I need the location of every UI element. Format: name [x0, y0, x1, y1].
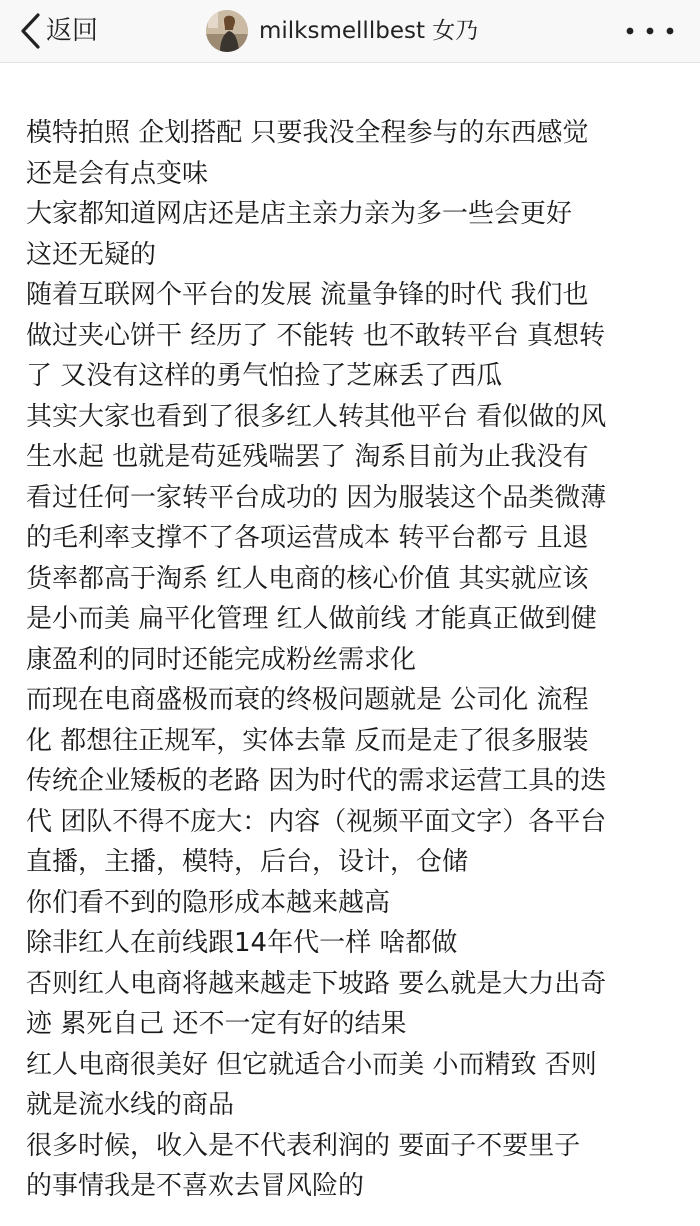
back-button[interactable]	[18, 10, 98, 52]
post-text-line: 化 都想往正规军，实体去靠 反而是走了很多服装	[26, 725, 589, 756]
post-text-line: 的毛利率支撑不了各项运营成本 转平台都亏 且退	[26, 523, 589, 553]
post-text-line: 很多时候，收入是不代表利润的 要面子不要里子	[26, 1130, 581, 1161]
post-text-line: 你们看不到的隐形成本越来越高	[26, 887, 391, 918]
post-text-line: 看过任何一家转平台成功的 因为服装这个品类微薄	[26, 482, 607, 513]
post-text-line: 否则红人电商将越来越走下坡路 要么就是大力出奇	[26, 968, 607, 999]
post-text-line: 还是会有点变味	[26, 158, 209, 189]
post-text-line: 直播，主播，模特，后台，设计，仓储	[26, 847, 469, 877]
post-text-line: 红人电商很美好 但它就适合小而美 小而精致 否则	[26, 1049, 597, 1080]
post-text-line: 随着互联网个平台的发展 流量争锋的时代 我们也	[26, 280, 589, 310]
navigation-bar	[0, 0, 700, 63]
post-text-line: 货率都高于淘系 红人电商的核心价值 其实就应该	[26, 563, 589, 594]
post-text-line: 代 团队不得不庞大：内容（视频平面文字）各平台	[26, 806, 607, 837]
username: milksmelllbest 女乃	[259, 18, 479, 44]
post-text-line: 生水起 也就是苟延残喘罢了 淘系目前为止我没有	[26, 442, 589, 472]
post-text-line: 其实大家也看到了很多红人转其他平台 看似做的风	[26, 401, 607, 432]
post-text-line: 除非红人在前线跟14年代一样 啥都做	[26, 928, 458, 958]
post-text-line: 迹 累死自己 还不一定有好的结果	[26, 1009, 407, 1039]
more-horizontal-icon[interactable]	[622, 18, 678, 44]
post-text-line: 的事情我是不喜欢去冒风险的	[26, 1171, 365, 1201]
post-text-line: 大家都知道网店还是店主亲力亲为多一些会更好	[26, 199, 573, 229]
user-profile-link[interactable]	[206, 9, 478, 53]
chevron-left-icon	[18, 10, 44, 52]
post-text-line: 是小而美 扁平化管理 红人做前线 才能真正做到健	[26, 604, 597, 634]
avatar[interactable]	[206, 10, 248, 52]
back-label: 返回	[46, 16, 99, 46]
post-text-line: 了 又没有这样的勇气怕捡了芝麻丢了西瓜	[26, 361, 503, 391]
post-body	[0, 63, 700, 1207]
post-text-line: 做过夹心饼干 经历了 不能转 也不敢转平台 真想转	[26, 320, 606, 351]
post-text-line: 康盈利的同时还能完成粉丝需求化	[26, 644, 417, 675]
post-text-line: 传统企业矮板的老路 因为时代的需求运营工具的迭	[26, 766, 607, 796]
post-text-line: 这还无疑的	[26, 239, 157, 270]
post-text-line: 而现在电商盛极而衰的终极问题就是 公司化 流程	[26, 685, 589, 715]
post-text-line: 就是流水线的商品	[26, 1090, 235, 1120]
post-text-line: 模特拍照 企划搭配 只要我没全程参与的东西感觉	[26, 118, 589, 148]
